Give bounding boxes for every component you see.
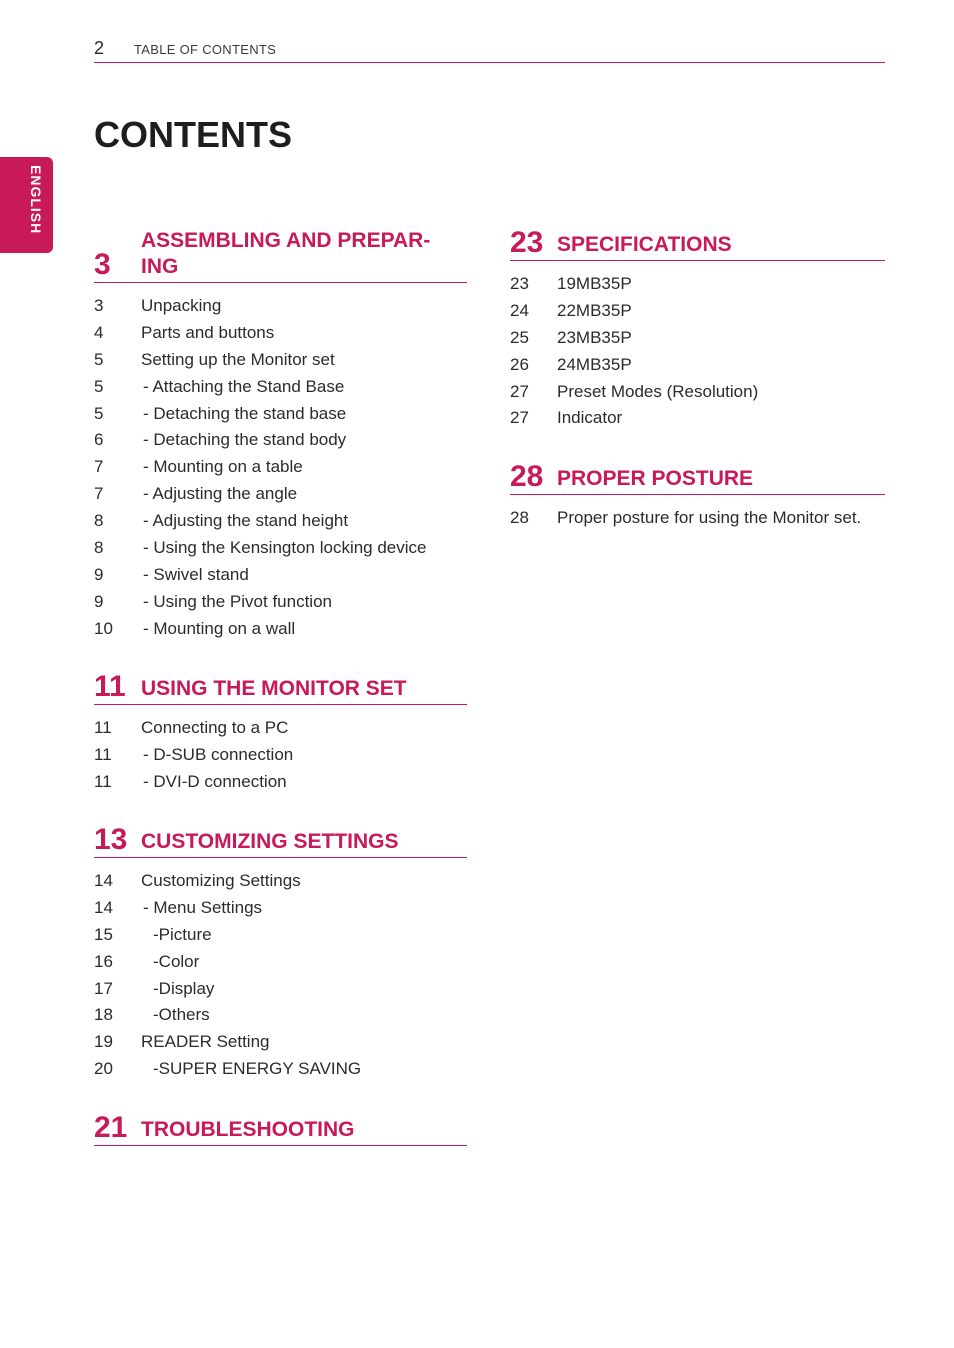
entry-page-number: 23 [510, 274, 529, 293]
entry-title: - Mounting on a table [143, 457, 303, 477]
entry-title: Parts and buttons [141, 322, 275, 342]
entry-title: -SUPER ENERGY SAVING [153, 1059, 362, 1079]
entry-title: Preset Modes (Resolution) [557, 381, 759, 401]
section-title[interactable]: USING THE MONITOR SET [141, 677, 407, 700]
header-title: TABLE OF CONTENTS [134, 42, 277, 57]
language-tab-label: ENGLISH [28, 165, 44, 235]
entry-title: Customizing Settings [141, 871, 301, 890]
toc-entry[interactable] [94, 347, 467, 374]
entry-page-number: 17 [94, 978, 113, 998]
section-using [94, 670, 467, 796]
entry-title: - DVI-D connection [143, 771, 287, 791]
entry-page-number: 9 [94, 591, 104, 611]
entry-page-number: 28 [510, 508, 529, 527]
section-header [94, 1111, 467, 1146]
entry-page-number: 25 [510, 327, 529, 347]
section-header [510, 226, 885, 261]
section-header [94, 670, 467, 705]
entry-page-number: 5 [94, 403, 104, 423]
entry-title: - Detaching the stand body [143, 430, 347, 450]
page-number: 2 [94, 38, 105, 58]
entry-page-number: 6 [94, 430, 104, 450]
entry-title: -Picture [153, 924, 212, 944]
section-title[interactable]: SPECIFICATIONS [557, 233, 732, 256]
entry-page-number: 19 [94, 1032, 113, 1052]
entry-page-number: 14 [94, 897, 113, 917]
entry-page-number: 20 [94, 1059, 113, 1079]
toc-entry[interactable] [94, 742, 467, 769]
entry-page-number: 8 [94, 511, 104, 531]
entry-title: - Using the Kensington locking device [143, 538, 427, 558]
entry-page-number: 11 [94, 718, 112, 737]
section-header [94, 823, 467, 858]
toc-entry[interactable] [510, 405, 885, 432]
entry-title: - Swivel stand [143, 564, 249, 584]
section-header [510, 460, 885, 495]
entry-title: Unpacking [141, 296, 222, 315]
entry-page-number: 11 [94, 771, 112, 791]
section-posture [510, 460, 885, 532]
entry-title: 22MB35P [557, 300, 632, 320]
entry-title: -Display [153, 978, 215, 998]
entry-title: Connecting to a PC [141, 718, 289, 737]
section-title[interactable]: PROPER POSTURE [557, 467, 754, 490]
section-title[interactable]: ASSEMBLING AND PREPAR- ING [141, 229, 431, 278]
section-number[interactable]: 23 [510, 226, 544, 259]
toc-entry[interactable] [94, 401, 467, 428]
toc-entry[interactable] [94, 508, 467, 535]
entry-title: -Color [153, 951, 200, 971]
entry-page-number: 5 [94, 376, 104, 396]
toc-entry[interactable] [94, 535, 467, 562]
section-title[interactable]: CUSTOMIZING SETTINGS [141, 830, 399, 853]
toc-entry[interactable] [94, 427, 467, 454]
entry-title: 23MB35P [557, 327, 632, 347]
entry-list [94, 293, 467, 643]
entry-list [510, 505, 885, 532]
toc-entry[interactable] [94, 374, 467, 401]
entry-title: - Detaching the stand base [143, 403, 347, 423]
section-header [94, 228, 467, 283]
entry-list [94, 868, 467, 1083]
language-tab [0, 157, 53, 253]
toc-entry[interactable] [94, 1002, 467, 1029]
entry-page-number: 26 [510, 354, 529, 374]
entry-page-number: 14 [94, 871, 113, 890]
page-header [94, 38, 885, 63]
toc-entry[interactable] [510, 505, 885, 532]
entry-title: - Menu Settings [143, 897, 263, 917]
toc-entry[interactable] [94, 715, 467, 742]
toc-entry[interactable] [94, 976, 467, 1003]
toc-entry[interactable] [94, 454, 467, 481]
entry-page-number: 27 [510, 381, 529, 401]
section-troubleshooting [94, 1111, 467, 1146]
entry-title: - Adjusting the angle [143, 484, 298, 504]
section-assembling [94, 228, 467, 643]
section-number[interactable]: 28 [510, 460, 544, 493]
entry-title: - Adjusting the stand height [143, 511, 349, 531]
toc-entry[interactable] [94, 868, 467, 895]
entry-page-number: 10 [94, 618, 113, 638]
entry-page-number: 8 [94, 538, 104, 558]
entry-page-number: 15 [94, 924, 113, 944]
entry-title: 24MB35P [557, 354, 632, 374]
toc-entry[interactable] [94, 769, 467, 796]
section-number[interactable]: 13 [94, 823, 128, 856]
entry-list [510, 271, 885, 432]
entry-page-number: 16 [94, 951, 113, 971]
entry-title: - Using the Pivot function [143, 591, 332, 611]
toc-entry[interactable] [94, 1029, 467, 1056]
entry-title: 19MB35P [557, 274, 632, 293]
entry-page-number: 5 [94, 349, 104, 369]
toc-entry[interactable] [94, 481, 467, 508]
section-specifications [510, 226, 885, 432]
toc-entry[interactable] [94, 562, 467, 589]
entry-page-number: 18 [94, 1005, 113, 1025]
entry-page-number: 27 [510, 408, 529, 428]
entry-title: - Attaching the Stand Base [143, 376, 345, 396]
entry-page-number: 3 [94, 296, 104, 315]
entry-title: Indicator [557, 408, 623, 428]
entry-title: Setting up the Monitor set [141, 349, 335, 369]
toc-entry[interactable] [94, 895, 467, 922]
toc-entry[interactable] [94, 1056, 467, 1083]
entry-page-number: 11 [94, 744, 112, 764]
section-number[interactable]: 3 [94, 248, 111, 281]
toc-entry[interactable] [94, 589, 467, 616]
toc-entry[interactable] [94, 949, 467, 976]
entry-title: -Others [153, 1005, 210, 1025]
entry-title: READER Setting [141, 1032, 270, 1052]
toc-entry[interactable] [510, 325, 885, 352]
toc-entry[interactable] [94, 293, 467, 320]
section-number[interactable]: 11 [94, 670, 126, 703]
toc-entry[interactable] [510, 352, 885, 379]
toc-entry[interactable] [510, 379, 885, 406]
entry-title: Proper posture for using the Monitor set. [557, 508, 862, 527]
entry-list [94, 715, 467, 796]
entry-page-number: 7 [94, 457, 104, 477]
entry-page-number: 9 [94, 564, 104, 584]
toc-entry[interactable] [94, 922, 467, 949]
toc-entry[interactable] [510, 271, 885, 298]
page-title: CONTENTS [94, 114, 292, 155]
section-number[interactable]: 21 [94, 1111, 128, 1144]
entry-page-number: 4 [94, 322, 104, 342]
entry-page-number: 24 [510, 300, 529, 320]
section-title[interactable]: TROUBLESHOOTING [141, 1118, 355, 1141]
toc-entry[interactable] [94, 320, 467, 347]
toc-entry[interactable] [94, 616, 467, 643]
entry-title: - Mounting on a wall [143, 618, 296, 638]
section-customizing [94, 823, 467, 1083]
entry-title: - D-SUB connection [143, 744, 294, 764]
toc-entry[interactable] [510, 298, 885, 325]
entry-page-number: 7 [94, 484, 104, 504]
